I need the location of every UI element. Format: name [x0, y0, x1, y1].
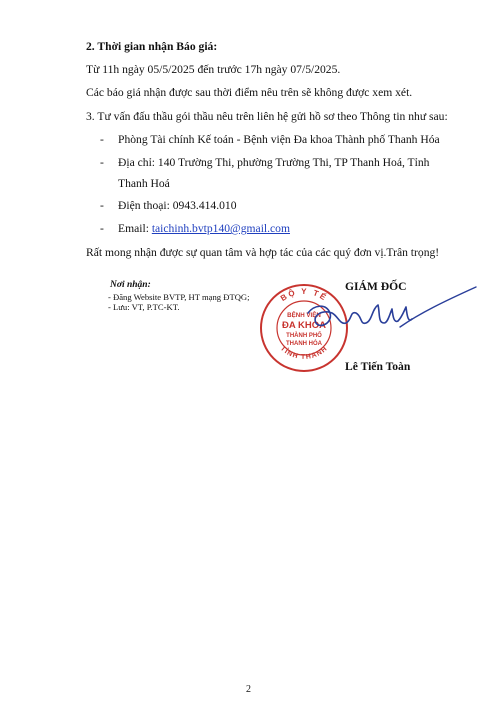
stamp-line-4: THANH HÓA: [286, 341, 322, 347]
bullet-dash: -: [100, 156, 104, 169]
section-2-time-range: Từ 11h ngày 05/5/2025 đến trước 17h ngày 07/5/2025.: [86, 63, 341, 76]
signer-name: Lê Tiến Toàn: [345, 360, 411, 373]
email-label: Email:: [118, 222, 152, 235]
section-3-heading: 3. Tư vấn đấu thầu gói thầu nêu trên liên hệ gửi hồ sơ theo Thông tin như sau:: [86, 110, 448, 123]
stamp-line-1: BỆNH VIỆN: [287, 312, 321, 319]
contact-email-row: [118, 222, 290, 236]
section-2-note: Các báo giá nhận được sau thời điểm nêu trên sẽ không được xem xét.: [86, 86, 413, 99]
stamp-line-2: ĐA KHOA: [282, 320, 326, 331]
section-2-heading: 2. Thời gian nhận Báo giá:: [86, 40, 218, 53]
bullet-dash: -: [100, 222, 104, 235]
recipients-line-2: - Lưu: VT, P.TC-KT.: [108, 302, 180, 312]
handwritten-signature: [300, 283, 482, 355]
stamp-line-3: THÀNH PHỐ: [286, 333, 322, 339]
email-link[interactable]: taichinh.bvtp140@gmail.com: [151, 222, 290, 235]
stamp-bottom-text: TỈNH THANH: [278, 345, 330, 361]
recipients-title: Nơi nhận:: [110, 280, 151, 290]
signer-position: GIÁM ĐỐC: [345, 280, 407, 293]
bullet-dash: -: [100, 133, 104, 146]
contact-address-line1: Địa chỉ: 140 Trường Thi, phường Trường Thi, TP Thanh Hoá, Tỉnh: [118, 156, 430, 169]
recipients-line-1: - Đăng Website BVTP, HT mạng ĐTQG;: [108, 292, 250, 302]
contact-address-line2: Thanh Hoá: [118, 177, 170, 190]
page-number: 2: [246, 684, 251, 695]
contact-department: Phòng Tài chính Kế toán - Bệnh viện Đa khoa Thành phố Thanh Hóa: [118, 133, 440, 146]
stamp-top-text: BỘ Y TẾ: [278, 286, 330, 303]
contact-phone: Điện thoại: 0943.414.010: [118, 199, 237, 212]
closing-text: Rất mong nhận được sự quan tâm và hợp tác của các quý đơn vị.Trân trọng!: [86, 246, 440, 259]
bullet-dash: -: [100, 199, 104, 212]
